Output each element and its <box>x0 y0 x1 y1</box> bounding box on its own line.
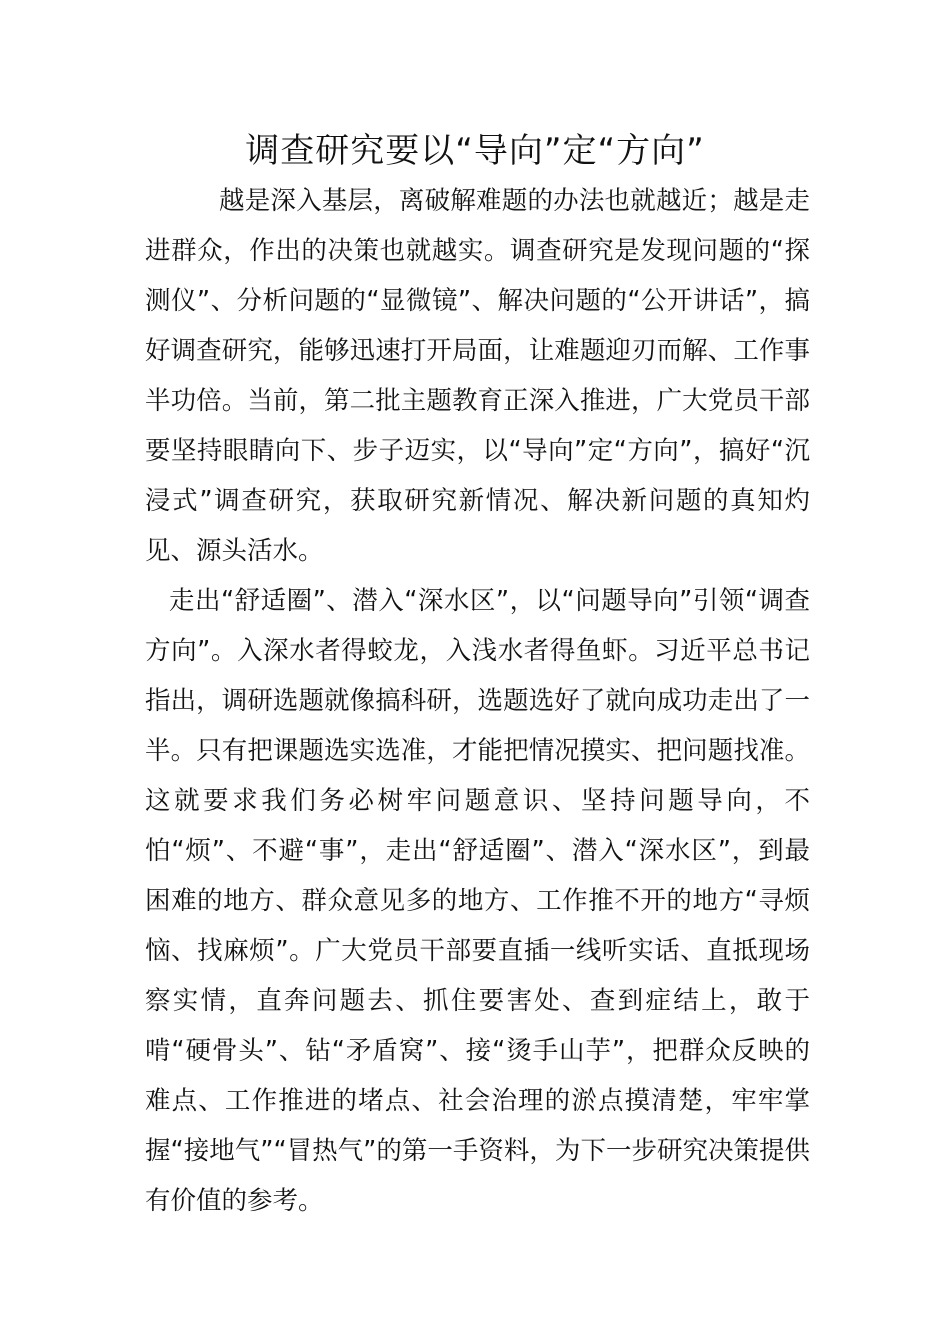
paragraph-1: 越是深入基层，离破解难题的办法也就越近；越是走进群众，作出的决策也就越实。调查研究是发现问题的“探测仪”、分析问题的“显微镜”、解决问题的“公开讲话”，搞好调查研究，能够迅速打开局面，让难题迎刃而解、工作事半功倍。当前，第二批主题教育正深入推进，广大党员干部要坚持眼睛向下、步子迈实，以“导向”定“方向”，搞好“沉浸式”调查研究，获取研究新情况、解决新问题的真知灼见、源头活水。 <box>145 186 810 566</box>
document-title: 调查研究要以“导向”定“方向” <box>245 131 705 171</box>
paragraph-2: 走出“舒适圈”、潜入“深水区”，以“问题导向”引领“调查方向”。入深水者得蛟龙，入浅水者得鱼虾。习近平总书记指出，调研选题就像搞科研，选题选好了就向成功走出了一半。只有把课题选实选准，才能把情况摸实、把问题找准。这就要求我们务必树牢问题意识、坚持问题导向，不怕“烦”、不避“事”，走出“舒适圈”、潜入“深水区”，到最困难的地方、群众意见多的地方、工作推不开的地方“寻烦恼、找麻烦”。广大党员干部要直插一线听实话、直抵现场察实情，直奔问题去、抓住要害处、查到症结上，敢于啃“硬骨头”、钻“矛盾窝”、接“烫手山芋”，把群众反映的难点、工作推进的堵点、社会治理的淤点摸清楚，牢牢掌握“接地气”“冒热气”的第一手资料，为下一步研究决策提供有价值的参考。 <box>145 586 810 1216</box>
document-body <box>145 176 810 1226</box>
